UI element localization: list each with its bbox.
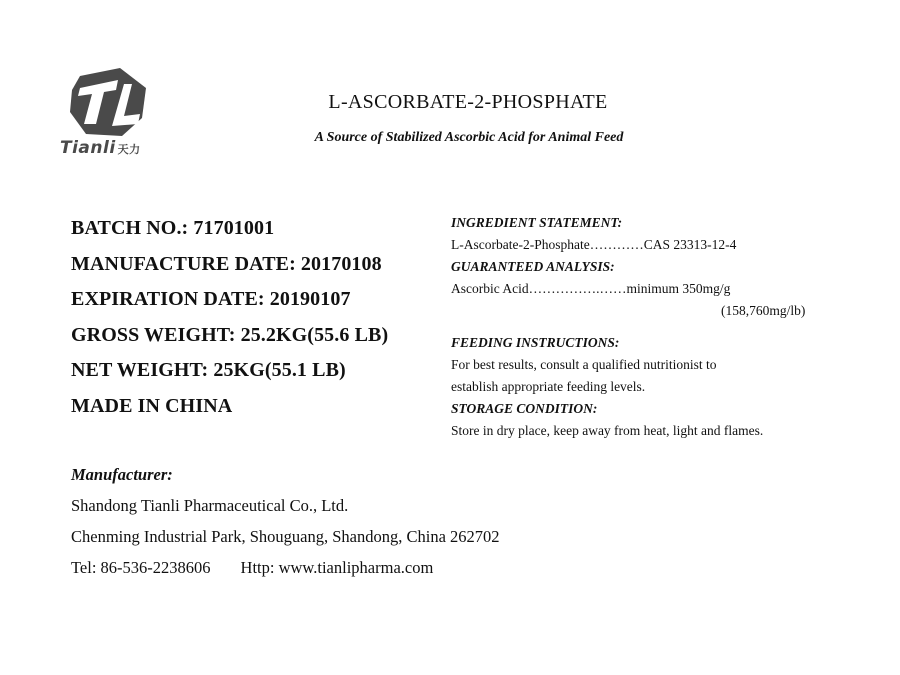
specifications-block [451, 213, 805, 443]
product-subtitle-text: A Source of Stabilized Ascorbic Acid for Animal Feed [314, 130, 624, 145]
feeding-instructions-heading: FEEDING INSTRUCTIONS: [451, 335, 620, 350]
expiration-date: EXPIRATION DATE: 20190107 [71, 288, 351, 310]
guaranteed-analysis-heading: GUARANTEED ANALYSIS: [451, 259, 615, 274]
net-weight: NET WEIGHT: 25KG(55.1 LB) [71, 359, 346, 381]
product-info-block [71, 214, 388, 427]
guaranteed-analysis-line: Ascorbic Acid…………….……minimum 350mg/g [451, 281, 731, 296]
product-title-text: L-ASCORBATE-2-PHOSPHATE [328, 91, 608, 113]
manufacturer-heading: Manufacturer: [71, 465, 173, 484]
manufacturer-address: Chenming Industrial Park, Shouguang, Shandong, China 262702 [71, 527, 500, 546]
manufacture-date: MANUFACTURE DATE: 20170108 [71, 252, 382, 275]
gross-weight: GROSS WEIGHT: 25.2KG(55.6 LB) [71, 323, 389, 346]
ingredient-statement-line: L-Ascorbate-2-Phosphate…………CAS 23313-12-4 [451, 237, 737, 252]
manufacturer-name: Shandong Tianli Pharmaceutical Co., Ltd. [71, 496, 349, 515]
guaranteed-analysis-line2: (158,760mg/lb) [721, 303, 806, 318]
product-subtitle [0, 130, 900, 146]
logo-brand-text: Tianli [60, 138, 116, 158]
origin: MADE IN CHINA [71, 394, 233, 417]
company-logo [60, 66, 160, 166]
ingredient-statement-heading: INGREDIENT STATEMENT: [451, 215, 623, 230]
product-title [0, 91, 900, 114]
manufacturer-block [71, 463, 500, 587]
batch-number: BATCH NO.: 71701001 [71, 217, 275, 239]
storage-condition-line: Store in dry place, keep away from heat, light and flames. [451, 423, 764, 438]
logo-brand-cn-text: 天力 [117, 143, 141, 156]
feeding-instructions-line1: For best results, consult a qualified nutritionist to [451, 357, 717, 372]
manufacturer-website: Http: www.tianlipharma.com [240, 558, 434, 577]
manufacturer-tel: Tel: 86-536-2238606 [71, 558, 211, 577]
storage-condition-heading: STORAGE CONDITION: [451, 401, 598, 416]
feeding-instructions-line2: establish appropriate feeding levels. [451, 379, 646, 394]
manufacturer-contact [71, 556, 500, 587]
